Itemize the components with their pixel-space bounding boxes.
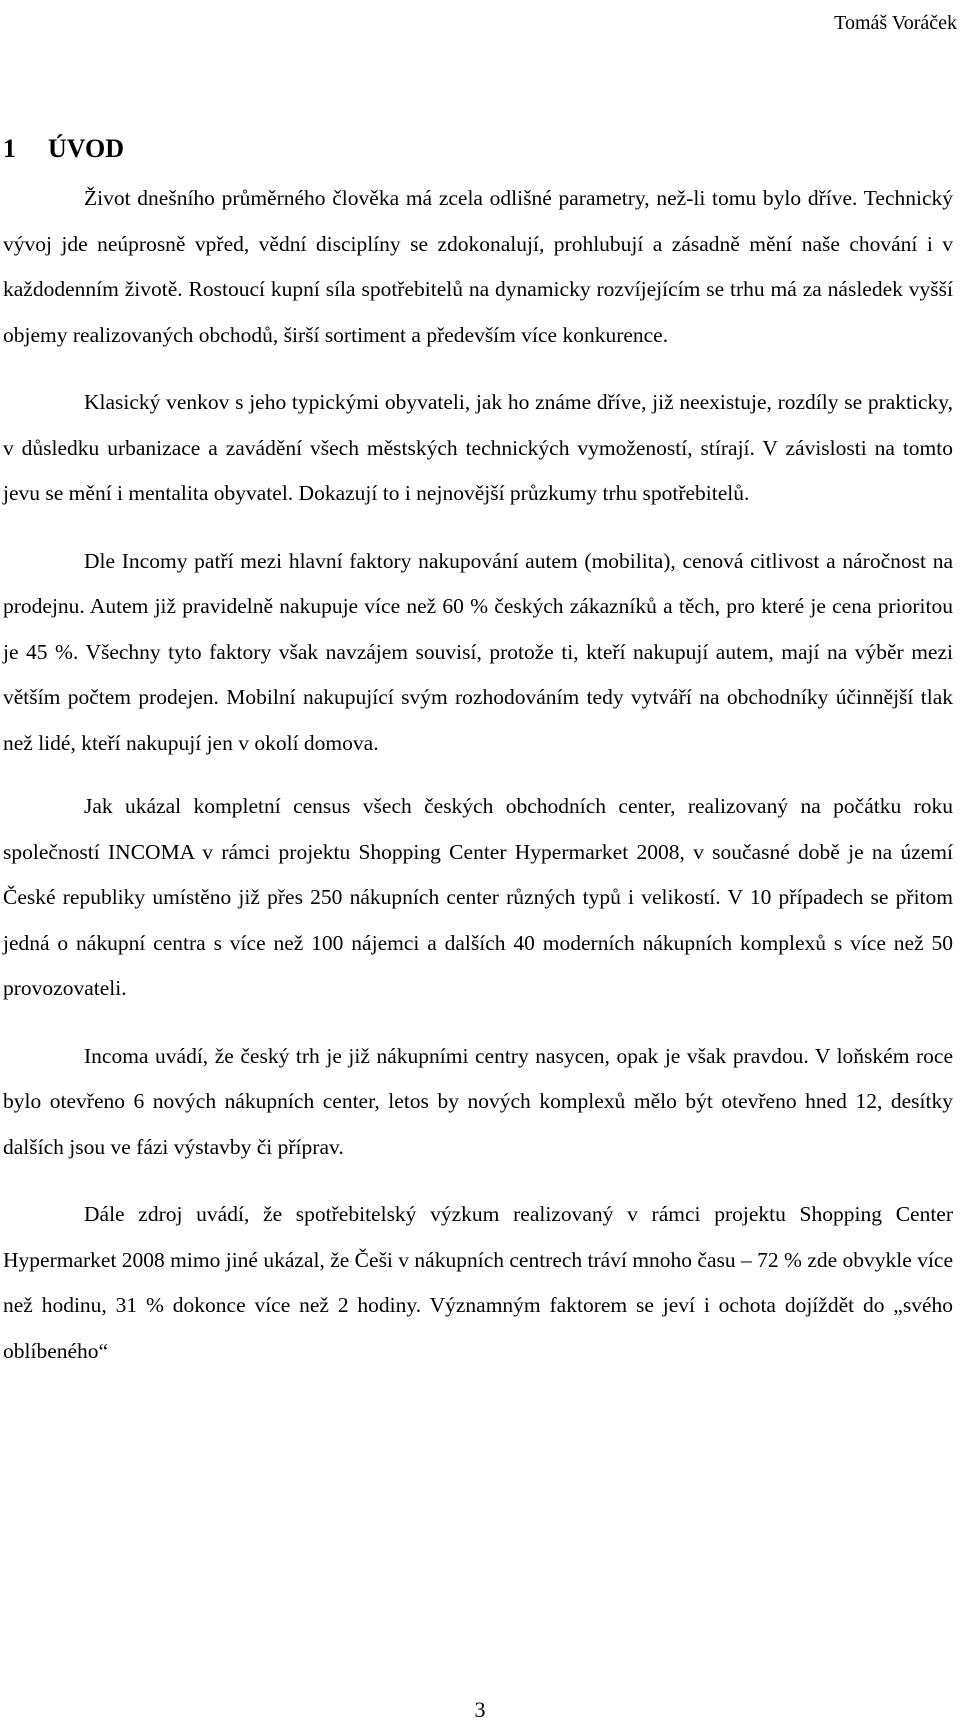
running-header-author: Tomáš Voráček [834,12,957,34]
paragraph: Jak ukázal kompletní census všech českých obchodních center, realizovaný na počátku roku společností INCOMA v rámci projektu Shopping Center Hypermarket 2008, v současné době je na území České republiky umístěno již přes 250 nákupních center různých typů i velikostí. V 10 případech se přitom jedná o nákupní centra s více než 100 nájemci a dalších 40 moderních nákupních komplexů s více než 50 provozovateli. [3,794,953,1000]
chapter-heading [3,134,124,164]
paragraph: Dle Incomy patří mezi hlavní faktory nakupování autem (mobilita), cenová citlivost a náročnost na prodejnu. Autem již pravidelně nakupuje více než 60 % českých zákazníků a těch, pro které je cena prioritou je 45 %. Všechny tyto faktory však navzájem souvisí, protože ti, kteří nakupují autem, mají na výběr mezi větším počtem prodejen. Mobilní nakupující svým rozhodováním tedy vytváří na obchodníky účinnější tlak než lidé, kteří nakupují jen v okolí domova. [3,548,953,755]
paragraph: Dále zdroj uvádí, že spotřebitelský výzkum realizovaný v rámci projektu Shopping Center Hypermarket 2008 mimo jiné ukázal, že Češi v nákupních centrech tráví mnoho času – 72 % zde obvykle více než hodinu, 31 % dokonce více než 2 hodiny. Významným faktorem se jeví i ochota dojíždět do „svého oblíbeného“ [3,1202,953,1363]
chapter-title: ÚVOD [48,134,125,163]
body-text [3,176,953,1374]
paragraph: Klasický venkov s jeho typickými obyvateli, jak ho známe dříve, již neexistuje, rozdíly se prakticky, v důsledku urbanizace a zavádění všech městských technických vymožeností, stírají. V závislosti na tomto jevu se mění i mentalita obyvatel. Dokazují to i nejnovější průzkumy trhu spotřebitelů. [3,390,953,505]
page-number: 3 [474,1697,486,1722]
chapter-number: 1 [3,134,16,163]
paragraph: Život dnešního průměrného člověka má zcela odlišné parametry, než-li tomu bylo dříve. Technický vývoj jde neúprosně vpřed, vědní disciplíny se zdokonalují, prohlubují a zásadně mění naše chování i v každodenním životě. Rostoucí kupní síla spotřebitelů na dynamicky rozvíjejícím se trhu má za následek vyšší objemy realizovaných obchodů, širší sortiment a především více konkurence. [3,186,953,347]
paragraph: Incoma uvádí, že český trh je již nákupními centry nasycen, opak je však pravdou. V loňském roce bylo otevřeno 6 nových nákupních center, letos by nových komplexů mělo být otevřeno hned 12, desítky dalších jsou ve fázi výstavby či příprav. [3,1043,953,1159]
